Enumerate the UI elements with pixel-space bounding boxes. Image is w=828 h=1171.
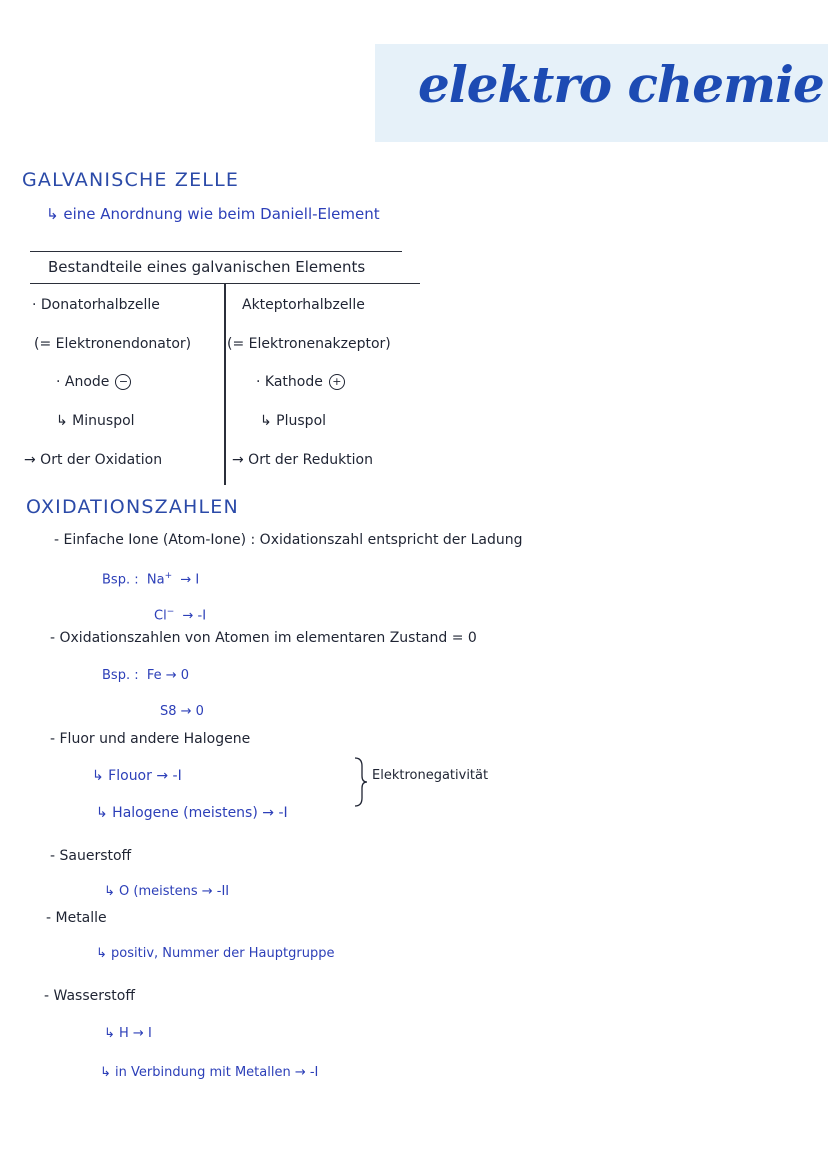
rule-oxygen: - Sauerstoff: [50, 848, 132, 864]
right-acceptor-desc: (= Elektronenakzeptor): [227, 336, 391, 352]
right-pluspol: ↳ Pluspol: [260, 413, 327, 429]
na-charge: +: [164, 571, 173, 581]
left-minuspol: ↳ Minuspol: [56, 413, 135, 429]
table-divider: [224, 283, 226, 485]
example1-cl: [154, 607, 206, 623]
fluor-line: ↳ Flouor → -I: [92, 768, 182, 784]
metals-line: ↳ positiv, Nummer der Hauptgruppe: [96, 946, 335, 961]
halogene-line: ↳ Halogene (meistens) → -I: [96, 805, 288, 821]
right-reduction: → Ort der Reduktion: [232, 452, 373, 468]
heading-oxidation: OXIDATIONSZAHLEN: [26, 496, 239, 518]
hydrogen-line-1: ↳ H → I: [104, 1026, 152, 1041]
right-acceptor: Akteptorhalbzelle: [242, 297, 365, 313]
electronegativity-note: Elektronegativität: [372, 768, 489, 783]
fe-value: Fe → 0: [146, 668, 190, 683]
cathode-label: · Kathode: [256, 374, 323, 390]
na-oxidation-value: → I: [180, 572, 200, 588]
left-oxidation: → Ort der Oxidation: [24, 452, 163, 468]
na-ion: Na: [146, 572, 165, 588]
left-donor: · Donatorhalbzelle: [32, 297, 160, 313]
rule-halogens: - Fluor und andere Halogene: [50, 731, 251, 747]
table-top-rule: [30, 251, 402, 252]
page-title: elektro chemie: [418, 55, 824, 114]
example1-label: Bsp. :: [102, 572, 139, 588]
rule-simple-ions: - Einfache Ione (Atom-Ione) : Oxidationszahl entspricht der Ladung: [54, 532, 523, 548]
minus-circle-icon: −: [115, 374, 131, 390]
galvanic-subtitle: ↳ eine Anordnung wie beim Daniell-Element: [46, 205, 380, 223]
right-cathode: [256, 374, 345, 390]
cl-ion: Cl: [154, 608, 167, 624]
curly-brace-icon: [352, 756, 370, 808]
rule-elemental: - Oxidationszahlen von Atomen im elementaren Zustand = 0: [50, 630, 477, 646]
example2-s8: S8 → 0: [160, 704, 204, 719]
hydrogen-line-2: ↳ in Verbindung mit Metallen → -I: [100, 1065, 319, 1080]
plus-circle-icon: +: [329, 374, 345, 390]
rule-metals: - Metalle: [46, 910, 107, 926]
left-anode: [56, 374, 131, 390]
cl-oxidation-value: → -I: [182, 608, 207, 624]
left-donor-desc: (= Elektronendonator): [34, 336, 192, 352]
example1-na: [102, 571, 199, 587]
table-title: Bestandteile eines galvanischen Elements: [48, 258, 366, 276]
heading-galvanic: GALVANISCHE ZELLE: [22, 169, 240, 191]
example2-label: Bsp. :: [102, 668, 139, 683]
cl-charge: −: [166, 607, 175, 617]
oxygen-line: ↳ O (meistens → -II: [104, 884, 230, 899]
rule-hydrogen: - Wasserstoff: [44, 988, 135, 1004]
example2-fe: [102, 668, 189, 683]
anode-label: · Anode: [56, 374, 110, 390]
